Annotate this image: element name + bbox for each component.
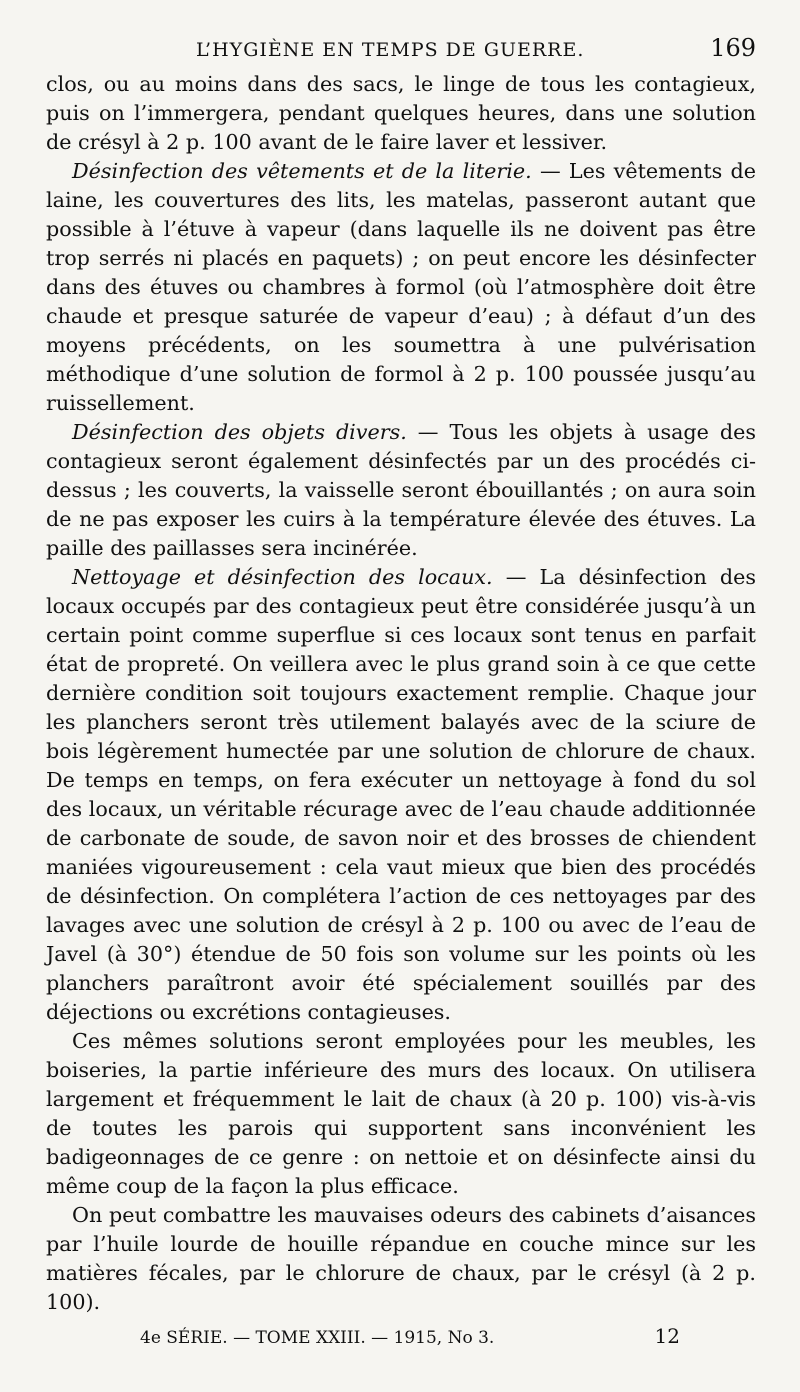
- paragraph-continuation: [46, 70, 756, 157]
- sheet-number: 12: [654, 1324, 680, 1348]
- section-heading: Nettoyage et désinfection des locaux.: [72, 565, 493, 589]
- paragraph-text: On peut combattre les mauvaises odeurs des cabinets d’aisances par l’huile lourde de houille répandue en couche mince sur les matières fécales, par le chlorure de chaux, par le crésyl (à 2 p. 100).: [46, 1203, 756, 1314]
- paragraph-text: clos, ou au moins dans des sacs, le linge de tous les contagieux, puis on l’immergera, pendant quelques heures, dans une solution de crésyl à 2 p. 100 avant de le faire laver et lessiver.: [46, 72, 756, 154]
- paragraph-objects-disinfection: [46, 418, 756, 563]
- page-footer: [140, 1324, 680, 1348]
- paragraph-furniture: [46, 1027, 756, 1201]
- body-text: [46, 70, 756, 1317]
- paragraph-clothing-disinfection: [46, 157, 756, 418]
- paragraph-text: Ces mêmes solutions seront employées pour les meubles, les boiseries, la partie inférieure des murs des locaux. On utilisera largement et fréquemment le lait de chaux (à 20 p. 100) vis-à-vis de toutes les parois qui supportent sans inconvénient les badigeonnages de ce genre : on nettoie et on désinfecte ainsi du même coup de la façon la plus efficace.: [46, 1029, 756, 1198]
- series-info: 4e SÉRIE. — TOME XXIII. — 1915, No 3.: [140, 1328, 495, 1348]
- section-heading: Désinfection des vêtements et de la literie.: [72, 159, 532, 183]
- paragraph-odors: [46, 1201, 756, 1317]
- section-heading: Désinfection des objets divers.: [72, 420, 407, 444]
- running-title: L’HYGIÈNE EN TEMPS DE GUERRE.: [196, 39, 585, 61]
- paragraph-premises-cleaning: [46, 563, 756, 1027]
- page-header: [46, 34, 756, 62]
- paragraph-text: — Tous les objets à usage des contagieux seront également désinfectés par un des procédés ci-dessus ; les couverts, la vaisselle seront ébouillantés ; on aura soin de ne pas exposer les cuirs à la température élevée des étuves. La paille des paillasses sera incinérée.: [46, 420, 756, 560]
- paragraph-text: — La désinfection des locaux occupés par des contagieux peut être considérée jusqu’à un certain point comme superflue si ces locaux sont tenus en parfait état de propreté. On veillera avec le plus grand soin à ce que cette dernière condition soit toujours exactement remplie. Chaque jour les planchers seront très utilement balayés avec de la sciure de bois légèrement humectée par une solution de chlorure de chaux. De temps en temps, on fera exécuter un nettoyage à fond du sol des locaux, un véritable récurage avec de l’eau chaude additionnée de carbonate de soude, de savon noir et des brosses de chiendent maniées vigoureusement : cela vaut mieux que bien des procédés de désinfection. On complétera l’action de ces nettoyages par des lavages avec une solution de crésyl à 2 p. 100 ou avec de l’eau de Javel (à 30°) étendue de 50 fois son volume sur les points où les planchers paraîtront avoir été spécialement souillés par des déjections ou excrétions contagieuses.: [46, 565, 756, 1024]
- page-number: 169: [710, 34, 756, 62]
- paragraph-text: — Les vêtements de laine, les couvertures des lits, les matelas, passeront autant que possible à l’étuve à vapeur (dans laquelle ils ne doivent pas être trop serrés ni placés en paquets) ; on peut encore les désinfecter dans des étuves ou chambres à formol (où l’atmosphère doit être chaude et presque saturée de vapeur d’eau) ; à défaut d’un des moyens précédents, on les soumettra à une pulvérisation méthodique d’une solution de formol à 2 p. 100 poussée jusqu’au ruissellement.: [46, 159, 756, 415]
